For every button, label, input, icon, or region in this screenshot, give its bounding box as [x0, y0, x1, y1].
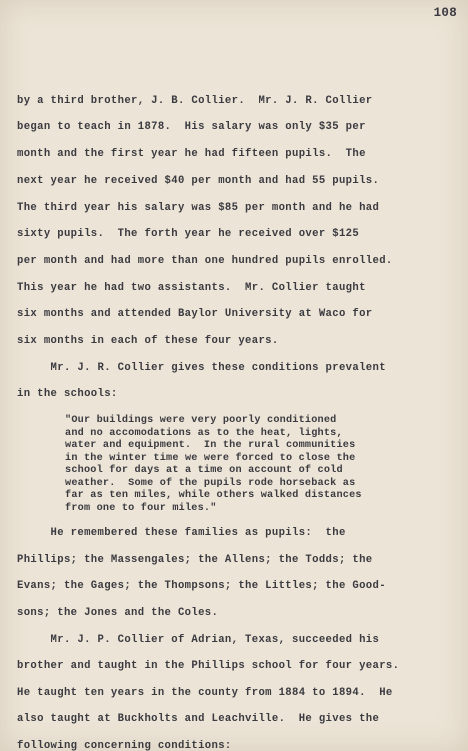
quote-line: from one to four miles."	[65, 503, 217, 514]
text-line: next year he received $40 per month and had 55 pupils.	[17, 175, 380, 187]
text-line: per month and had more than one hundred pupils enrolled.	[17, 255, 393, 267]
text-line: by a third brother, J. B. Collier. Mr. J. R. Collier	[17, 95, 373, 107]
quote-line: far as ten miles, while others walked distances	[65, 490, 362, 501]
quote-line: in the winter time we were forced to close the	[65, 453, 356, 464]
text-line: sixty pupils. The forth year he received over $125	[17, 228, 360, 240]
text-line: sons; the Jones and the Coles.	[17, 607, 219, 619]
text-line: Mr. J. P. Collier of Adrian, Texas, succeeded his	[17, 634, 380, 646]
text-line: The third year his salary was $85 per month and he had	[17, 202, 380, 214]
text-line: six months in each of these four years.	[17, 335, 279, 347]
text-line: month and the first year he had fifteen pupils. The	[17, 148, 366, 160]
text-line: Phillips; the Massengales; the Allens; the Todds; the	[17, 554, 373, 566]
text-line: brother and taught in the Phillips school for four years.	[17, 660, 400, 672]
text-line: six months and attended Baylor University at Waco for	[17, 308, 373, 320]
quote-line: and no accomodations as to the heat, lights,	[65, 428, 343, 439]
text-line: in the schools:	[17, 388, 118, 400]
quote-line: "Our buildings were very poorly conditioned	[65, 415, 337, 426]
text-line: following concerning conditions:	[17, 740, 232, 751]
text-line: also taught at Buckholts and Leachville. He gives the	[17, 713, 380, 725]
page-number: 108	[433, 6, 457, 20]
text-line: Evans; the Gages; the Thompsons; the Littles; the Good-	[17, 580, 386, 592]
text-line: Mr. J. R. Collier gives these conditions prevalent	[17, 362, 386, 374]
quote-line: school for days at a time on account of cold	[65, 465, 343, 476]
quote-line: weather. Some of the pupils rode horseback as	[65, 478, 356, 489]
text-line: He taught ten years in the county from 1884 to 1894. He	[17, 687, 393, 699]
text-line: began to teach in 1878. His salary was only $35 per	[17, 121, 366, 133]
text-line: This year he had two assistants. Mr. Collier taught	[17, 282, 366, 294]
text-line: He remembered these families as pupils: the	[17, 527, 346, 539]
quote-line: water and equipment. In the rural communities	[65, 440, 356, 451]
